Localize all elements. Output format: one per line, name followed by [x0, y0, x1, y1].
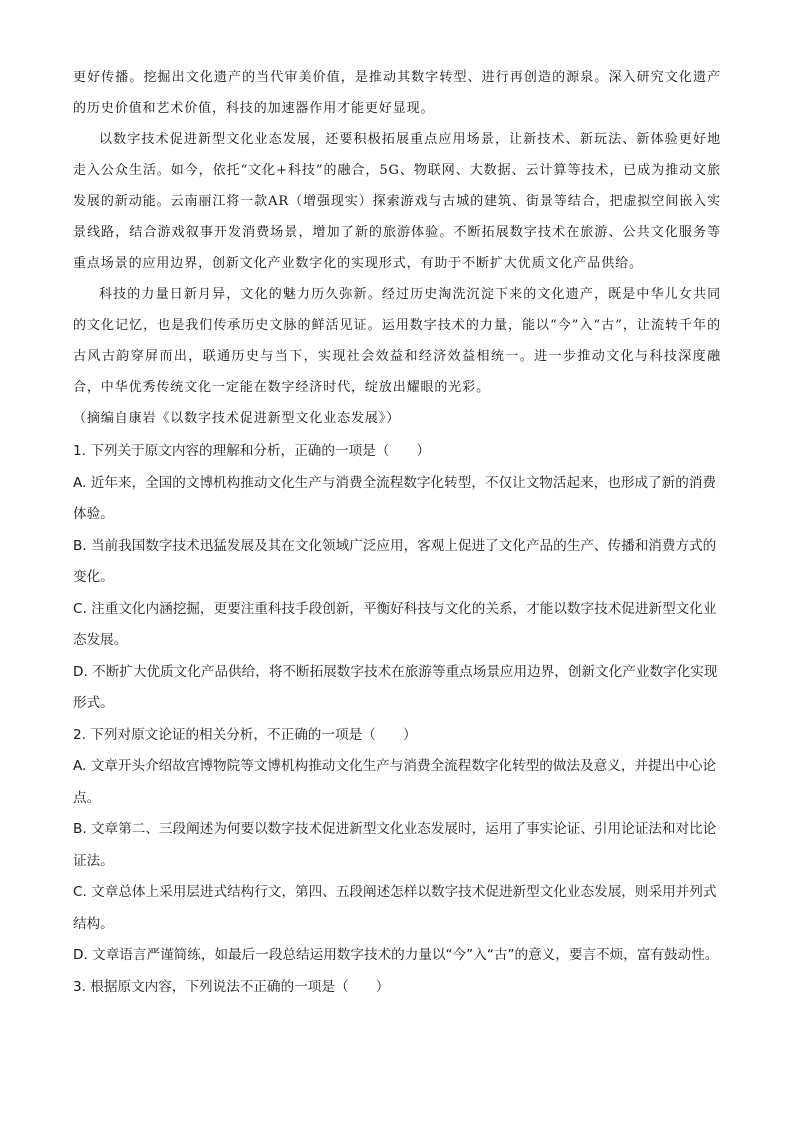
question-stem: 2. 下列对原文论证的相关分析，不正确的一项是（ ） [73, 726, 417, 743]
question-2 [73, 720, 721, 972]
source-citation: （摘编自康岩《以数字技术促进新型文化业态发展》） [73, 411, 401, 426]
option-c: C. 文章总体上采用层进式结构行文，第四、五段阐述怎样以数字技术促进新型文化业态发展，则采用并列式结构。 [73, 884, 717, 932]
option-a: A. 近年来，全国的文博机构推动文化生产与消费全流程数字化转型，不仅让文物活起来，也形成了新的消费体验。 [73, 474, 717, 522]
question-1 [73, 436, 721, 720]
question-stem: 1. 下列关于原文内容的理解和分析，正确的一项是（ ） [73, 443, 431, 459]
option-b: B. 文章第二、三段阐述为何要以数字技术促进新型文化业态发展时，运用了事实论证、引用论证法和对比论证法。 [73, 821, 717, 869]
question-list [73, 436, 721, 1003]
reading-passage [73, 62, 721, 434]
option-d: D. 文章语言严谨简练，如最后一段总结运用数字技术的力量以“今”入“古”的意义，要言不烦，富有鼓动性。 [73, 947, 719, 963]
option-d: D. 不断扩大优质文化产品供给，将不断拓展数字技术在旅游等重点场景应用边界，创新文化产业数字化实现形式。 [73, 663, 718, 711]
option-a: A. 文章开头介绍故宫博物院等文博机构推动文化生产与消费全流程数字化转型的做法及意义，并提出中心论点。 [73, 758, 717, 806]
option-c: C. 注重文化内涵挖掘，更要注重科技手段创新，平衡好科技与文化的关系，才能以数字技术促进新型文化业态发展。 [73, 600, 717, 648]
passage-paragraph-3: 科技的力量日新月异，文化的魅力历久弥新。经过历史淘洗沉淀下来的文化遗产，既是中华儿女共同的文化记忆，也是我们传承历史文脉的鲜活见证。运用数字技术的力量，能以“今”入“古”，让流转千年的古风古韵穿屏而出，联通历史与当下，实现社会效益和经济效益相统一。进一步推动文化与科技深度融合，中华优秀传统文化一定能在数字经济时代，绽放出耀眼的光彩。 [73, 287, 721, 395]
question-3 [73, 972, 721, 1004]
passage-paragraph-1: 更好传播。挖掘出文化遗产的当代审美价值，是推动其数字转型、进行再创造的源泉。深入研究文化遗产的历史价值和艺术价值，科技的加速器作用才能更好显现。 [73, 70, 721, 116]
option-b: B. 当前我国数字技术迅猛发展及其在文化领域广泛应用，客观上促进了文化产品的生产、传播和消费方式的变化。 [73, 537, 717, 585]
passage-paragraph-2: 以数字技术促进新型文化业态发展，还要积极拓展重点应用场景，让新技术、新玩法、新体验更好地走入公众生活。如今，依托“文化+科技”的融合，5G、物联网、大数据、云计算等技术，已成为推动文旅发展的新动能。云南丽江将一款AR（增强现实）探索游戏与古城的建筑、街景等结合，把虚拟空间嵌入实景线路，结合游戏叙事开发消费场景，增加了新的旅游体验。不断拓展数字技术在旅游、公共文化服务等重点场景的应用边界，创新文化产业数字化的实现形式，有助于不断扩大优质文化产品供给。 [73, 132, 721, 271]
question-stem: 3. 根据原文内容，下列说法不正确的一项是（ ） [73, 978, 390, 995]
